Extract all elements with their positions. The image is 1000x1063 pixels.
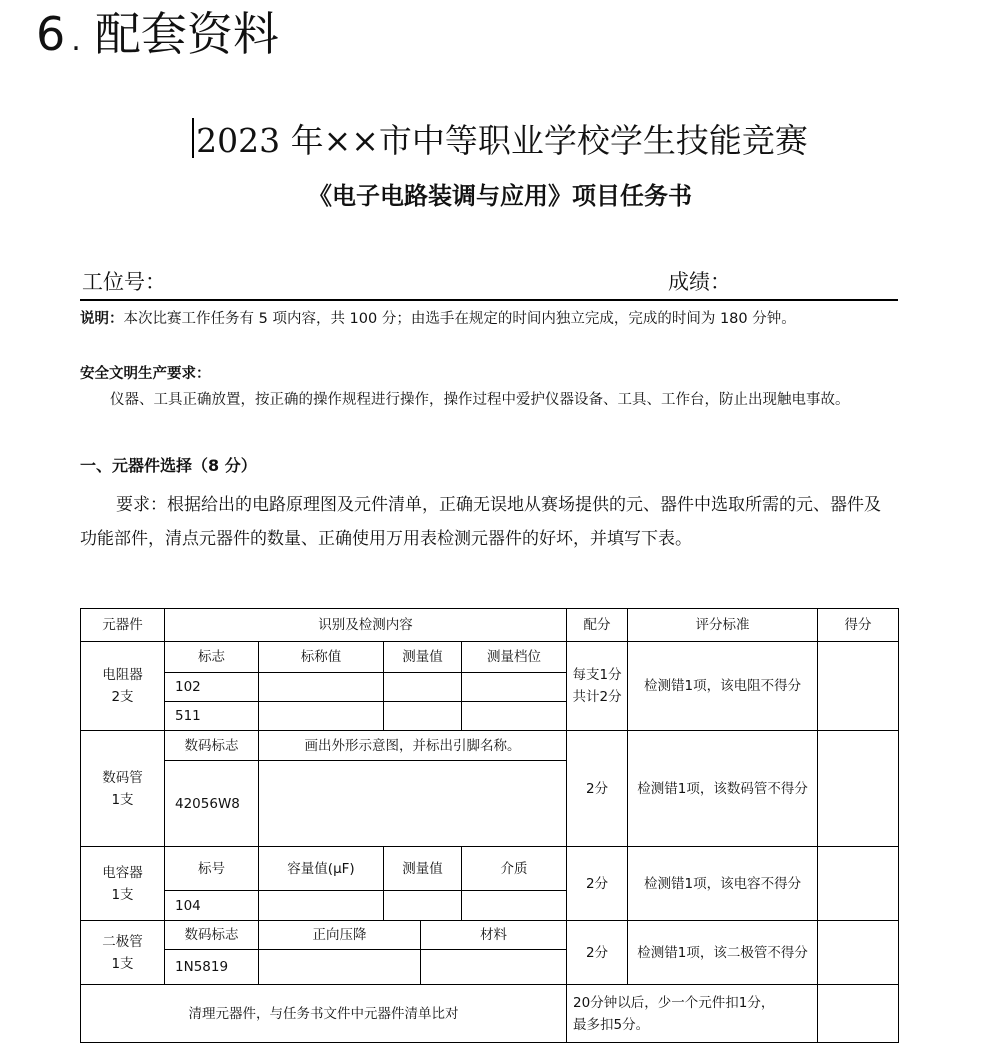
requirement-paragraph: 要求：根据给出的电路原理图及元件清单，正确无误地从赛场提供的元、器件中选取所需的元、器件及功能部件，清点元器件的数量、正确使用万用表检测元器件的好坏，并填写下表。 [80,495,881,549]
description-label: 说明： [80,311,124,327]
resistor-criteria: 检测错1项，该电阻不得分 [628,642,818,731]
resistor-range-cell[interactable] [462,673,567,702]
capacitor-score-cell[interactable] [818,847,899,921]
resistor-nominal-cell[interactable] [259,673,384,702]
diode-points: 2分 [567,921,628,985]
display-instruction: 画出外形示意图，并标出引脚名称。 [259,731,567,761]
resistor-name: 电阻器 2支 [81,642,165,731]
footer-score-cell[interactable] [818,985,899,1043]
capacitor-subheader-dielectric: 介质 [462,847,567,891]
resistor-nominal-cell[interactable] [259,702,384,731]
header-points: 配分 [567,609,628,642]
diode-criteria: 检测错1项，该二极管不得分 [628,921,818,985]
resistor-score-cell[interactable] [818,642,899,731]
score-label: 成绩： [668,270,731,294]
safety-text: 仪器、工具正确放置，按正确的操作规程进行操作，操作过程中爱护仪器设备、工具、工作台，防止出现触电事故。 [110,392,850,408]
diode-subheader-code: 数码标志 [165,921,259,950]
diode-name: 二极管 1支 [81,921,165,985]
capacitor-points: 2分 [567,847,628,921]
diode-material-cell[interactable] [421,950,567,985]
diode-forward-cell[interactable] [259,950,421,985]
section-dot: . [71,23,81,58]
table-header-row [81,609,899,642]
resistor-range-cell[interactable] [462,702,567,731]
safety-heading: 安全文明生产要求： [80,366,211,382]
capacitor-criteria: 检测错1项，该电容不得分 [628,847,818,921]
capacitor-measured-cell[interactable] [384,891,462,921]
diode-subheader-material: 材料 [421,921,567,950]
section1-heading: 一、元器件选择（8 分） [80,456,257,475]
description-paragraph [80,307,892,332]
header-got: 得分 [818,609,899,642]
diode-score-cell[interactable] [818,921,899,985]
doc-subtitle: 《电子电路装调与应用》项目任务书 [308,182,692,210]
table-row [81,921,899,950]
capacitor-subheader-capacity: 容量值(μF) [259,847,384,891]
diode-code: 1N5819 [165,950,259,985]
section-number: 6 [36,7,66,61]
display-points: 2分 [567,731,628,847]
text-cursor [192,118,194,158]
resistor-code-102: 102 [165,673,259,702]
resistor-subheader-measured: 测量值 [384,642,462,673]
doc-title-text: 2023 年××市中等职业学校学生技能竞赛 [196,121,808,160]
display-name: 数码管 1支 [81,731,165,847]
resistor-code-511: 511 [165,702,259,731]
table-row [81,847,899,891]
resistor-measured-cell[interactable] [384,673,462,702]
resistor-subheader-nominal: 标称值 [259,642,384,673]
display-criteria: 检测错1项，该数码管不得分 [628,731,818,847]
capacitor-subheader-measured: 测量值 [384,847,462,891]
footer-rule: 20分钟以后，少一个元件扣1分， 最多扣5分。 [567,985,818,1043]
header-component: 元器件 [81,609,165,642]
footer-instruction: 清理元器件，与任务书文件中元器件清单比对 [81,985,567,1043]
section-title: 配套资料 [94,7,279,61]
capacitor-name: 电容器 1支 [81,847,165,921]
display-code: 42056W8 [165,761,259,847]
display-drawing-cell[interactable] [259,761,567,847]
resistor-subheader-range: 测量档位 [462,642,567,673]
capacitor-capacity-cell[interactable] [259,891,384,921]
table-row [81,642,899,673]
capacitor-code: 104 [165,891,259,921]
header-content: 识别及检测内容 [165,609,567,642]
doc-title[interactable] [0,117,1000,165]
resistor-subheader-mark: 标志 [165,642,259,673]
header-criteria: 评分标准 [628,609,818,642]
header-divider [80,299,898,301]
station-label: 工位号： [82,270,166,294]
capacitor-dielectric-cell[interactable] [462,891,567,921]
resistor-measured-cell[interactable] [384,702,462,731]
table-footer-row [81,985,899,1043]
component-table [80,608,899,1043]
table-row [81,731,899,761]
display-subheader: 数码标志 [165,731,259,761]
section-heading [36,2,279,73]
description-text: 本次比赛工作任务有 5 项内容，共 100 分；由选手在规定的时间内独立完成，完成的时间为 180 分钟。 [123,311,796,327]
display-score-cell[interactable] [818,731,899,847]
diode-subheader-forward: 正向压降 [259,921,421,950]
capacitor-subheader-label: 标号 [165,847,259,891]
resistor-points: 每支1分 共计2分 [567,642,628,731]
